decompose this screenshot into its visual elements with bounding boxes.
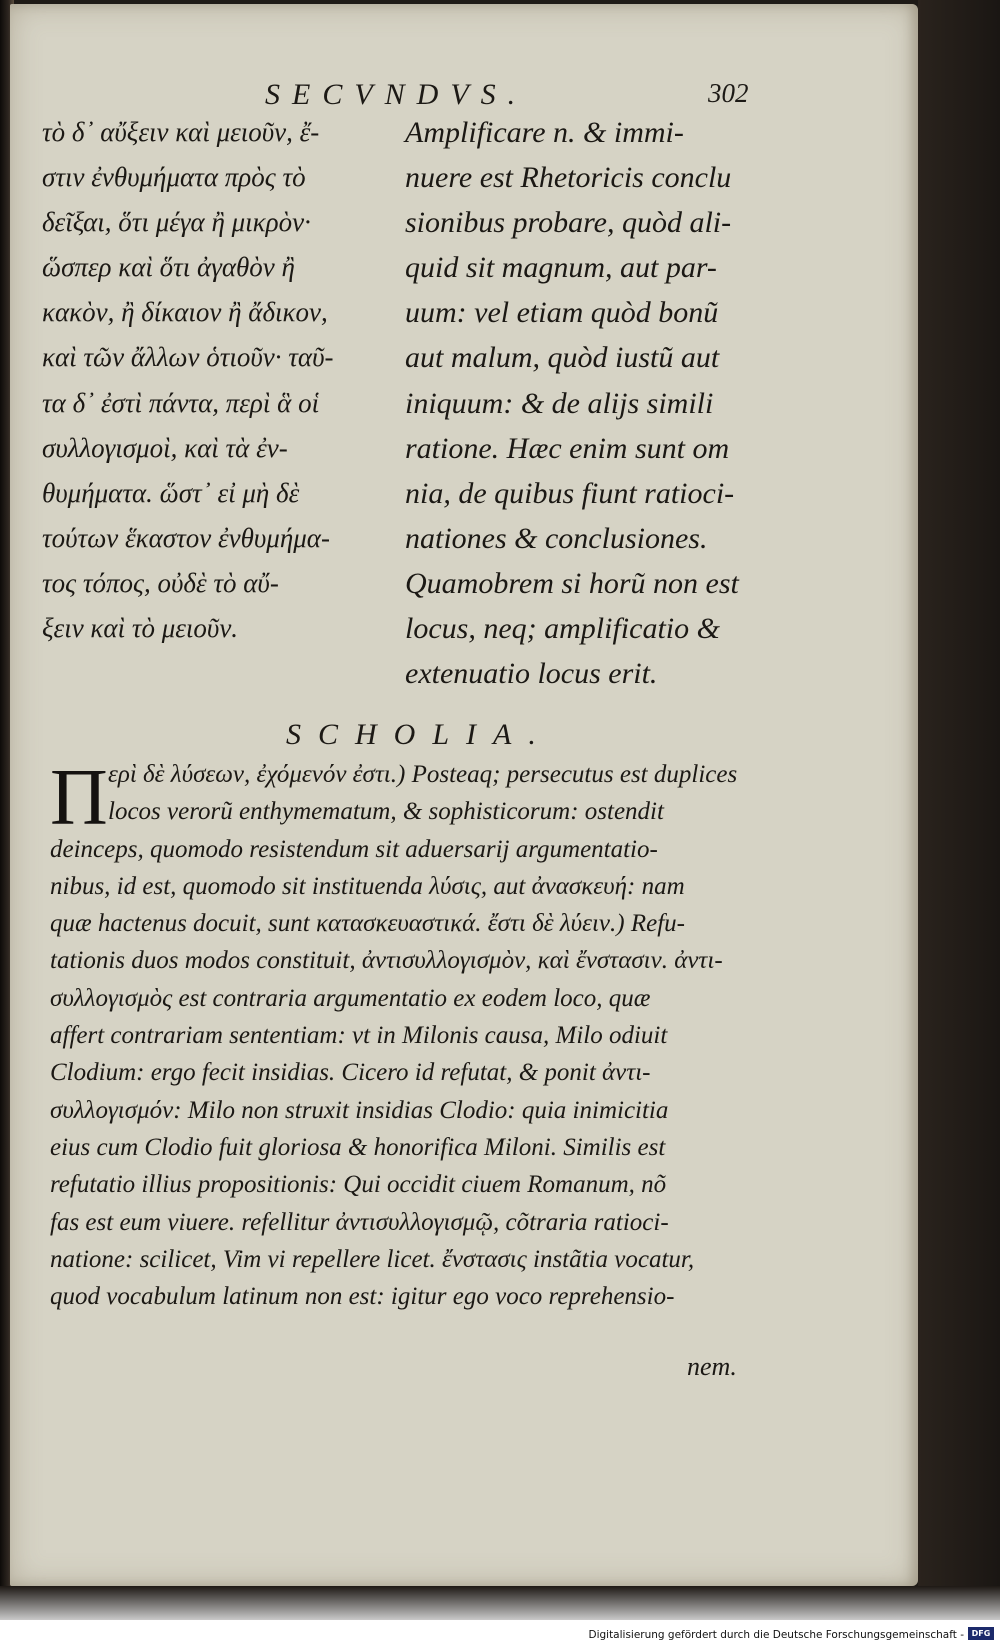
greek-line: συλλογισμοὶ, καὶ τὰ ἐν- <box>42 432 288 463</box>
latin-text-column <box>405 110 785 696</box>
running-head: SECVNDVS. <box>265 78 528 111</box>
scholia-line: eius cum Clodio fuit gloriosa & honorifica Miloni. Similis est <box>50 1133 666 1161</box>
greek-line: τούτων ἕκαστον ἐνθυμήμα- <box>42 522 330 553</box>
latin-line: uum: vel etiam quòd bonũ <box>405 296 719 330</box>
scholia-line: affert contrariam sententiam: vt in Milonis causa, Milo odiuit <box>50 1022 668 1050</box>
page-right-background <box>918 0 1000 1590</box>
scholia-line: συλλογισμὸς est contraria argumentatio ex eodem loco, quæ <box>50 984 651 1012</box>
latin-line: locus, neq; amplificatio & <box>405 612 720 646</box>
scholia-heading: SCHOLIA. <box>286 718 553 751</box>
latin-line: Amplificare n. & immi- <box>405 116 684 149</box>
scholia-line: refutatio illius propositionis: Qui occidit ciuem Romanum, nõ <box>50 1171 667 1199</box>
latin-line: aut malum, quòd iustũ aut <box>405 341 720 375</box>
latin-line: Quamobrem si horũ non est <box>405 566 739 600</box>
latin-line: ratione. Hæc enim sunt om <box>405 431 730 465</box>
greek-line: ὥσπερ καὶ ὅτι ἀγαθὸν ἢ <box>42 252 295 283</box>
greek-line: τος τόπος, οὐδὲ τὸ αὔ- <box>42 567 279 598</box>
greek-line: τὸ δ᾽ αὔξειν καὶ μειοῦν, ἔ- <box>42 117 320 147</box>
scholia-line: Clodium: ergo fecit insidias. Cicero id refutat, & ponit ἀντι- <box>50 1059 651 1087</box>
latin-line: quid sit magnum, aut par- <box>405 251 717 285</box>
greek-line: κακὸν, ἢ δίκαιον ἢ ἄδικον, <box>42 297 328 328</box>
catchword: nem. <box>687 1352 737 1381</box>
page-number: 302 <box>708 78 749 108</box>
scholia-line: quod vocabulum latinum non est: igitur ego voco reprehensio- <box>50 1283 675 1311</box>
latin-line: sionibus probare, quòd ali- <box>405 206 732 240</box>
latin-line: extenuatio locus erit. <box>405 657 658 691</box>
greek-line: καὶ τῶν ἄλλων ὁτιοῦν· ταῦ- <box>42 342 334 373</box>
scholia-line: quæ hactenus docuit, sunt κατασκευαστικά. ἔστι δὲ λύειν.) Refu- <box>50 910 685 938</box>
scholia-line: tationis duos modos constituit, ἀντισυλλογισμὸν, καὶ ἔνστασιν. ἀντι- <box>50 947 723 975</box>
scholia-line: natione: scilicet, Vim vi repellere licet. ἔνστασις instãtia vocatur, <box>50 1245 695 1273</box>
page-bottom-background <box>0 1586 1000 1620</box>
drop-capital: Π <box>50 754 108 842</box>
latin-line: nia, de quibus fiunt ratioci- <box>405 476 735 510</box>
greek-line: θυμήματα. ὥστ᾽ εἰ μὴ δὲ <box>42 477 300 508</box>
latin-line: nationes & conclusiones. <box>405 521 708 555</box>
scholia-body <box>50 756 790 1315</box>
greek-text-column <box>42 110 397 651</box>
scholia-line: deinceps, quomodo resistendum sit aduersarij argumentatio- <box>50 835 658 863</box>
digitization-credit: Digitalisierung gefördert durch die Deutsche Forschungsgemeinschaft - <box>588 1629 964 1641</box>
scholia-line: nibus, id est, quomodo sit instituenda λύσις, aut ἀνασκευή: nam <box>50 872 685 900</box>
scholia-line: ερὶ δὲ λύσεων, ἐχόμενόν ἐστι.) Posteaq; persecutus est duplices <box>108 761 738 788</box>
scholia-line: συλλογισμόν: Milo non struxit insidias Clodio: quia inimicitia <box>50 1096 669 1124</box>
scholia-line: fas est eum viuere. refellitur ἀντισυλλογισμῷ, cõtraria ratioci- <box>50 1208 669 1236</box>
greek-line: τα δ᾽ ἐστὶ πάντα, περὶ ἃ οἱ <box>42 387 320 418</box>
latin-line: iniquum: & de alijs simili <box>405 386 714 420</box>
latin-line: nuere est Rhetoricis conclu <box>405 161 732 195</box>
scholia-line: locos verorũ enthymematum, & sophisticorum: ostendit <box>108 798 664 826</box>
greek-line: ξειν καὶ τὸ μειοῦν. <box>42 613 239 644</box>
greek-line: στιν ἐνθυμήματα πρὸς τὸ <box>42 162 306 193</box>
dfg-logo[interactable]: DFG <box>968 1627 994 1640</box>
greek-line: δεῖξαι, ὅτι μέγα ἢ μικρὸν· <box>42 207 311 238</box>
